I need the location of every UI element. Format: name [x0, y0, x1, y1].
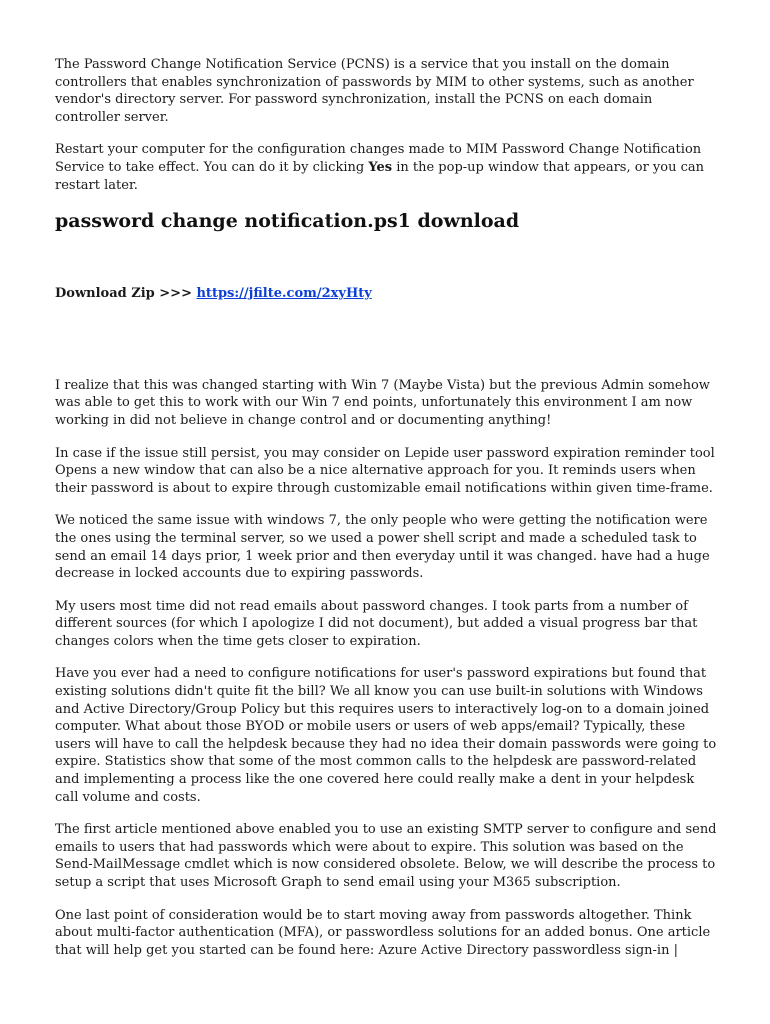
download-line: [55, 285, 717, 303]
intro-paragraph-pcns: The Password Change Notification Service (PCNS) is a service that you install on the domain controllers that enables synchronization of passwords by MIM to other systems, such as another vendor's directory server. For password synchronization, install the PCNS on each domain controller server.: [55, 57, 694, 125]
body-paragraph-2: In case if the issue still persist, you may consider on Lepide user password expiration reminder tool Opens a new window that can also be a nice alternative approach for you. It reminds users when their password is about to expire through customizable email notifications within given time-frame.: [55, 445, 715, 496]
body-paragraph-6: The first article mentioned above enabled you to use an existing SMTP server to configure and send emails to users that had passwords which were about to expire. This solution was based on the Send-MailMessage cmdlet which is now considered obsolete. Below, we will describe the process to setup a script that uses Microsoft Graph to send email using your M365 subscription.: [55, 822, 717, 890]
body-paragraph-5: Have you ever had a need to configure notifications for user's password expirations but found that existing solutions didn't quite fit the bill? We all know you can use built-in solutions with Windows and Active Directory/Group Policy but this requires users to interactively log-on to a domain joined computer. What about those BYOD or mobile users or users of web apps/email? Typically, these users will have to call the helpdesk because they had no idea their domain passwords were going to expire. Statistics show that some of the most common calls to the helpdesk are password-related and implementing a process like the one covered here could really make a dent in your helpdesk call volume and costs.: [55, 666, 717, 805]
body-paragraph-1: I realize that this was changed starting with Win 7 (Maybe Vista) but the previous Admin somehow was able to get this to work with our Win 7 end points, unfortunately this environment I am now working in did not believe in change control and or documenting anything!: [55, 377, 710, 428]
download-link[interactable]: https://jfilte.com/2xyHty: [196, 286, 372, 302]
download-label: Download Zip >>>: [55, 286, 197, 302]
restart-text-after: in the pop-up window that appears, or you can restart later.: [55, 159, 704, 193]
intro-paragraph-restart: [55, 141, 717, 194]
document-page: [55, 56, 717, 974]
body-paragraph-7: One last point of consideration would be to start moving away from passwords altogether. Think about multi-factor authentication (MFA), or passwordless solutions for an added bonus. One article that will help get you started can be found here: Azure Active Directory passwordless sign-in |: [55, 907, 711, 958]
restart-text-before: Restart your computer for the configuration changes made to MIM Password Change Notification Service to take effect. You can do it by clicking: [55, 142, 702, 175]
page-heading: password change notification.ps1 download: [55, 210, 520, 233]
body-paragraph-3: We noticed the same issue with windows 7, the only people who were getting the notification were the ones using the terminal server, so we used a power shell script and made a scheduled task to send an email 14 days prior, 1 week prior and then everyday until it was changed. have had a huge decrease in locked accounts due to expiring passwords.: [55, 513, 710, 582]
body-paragraph-4: My users most time did not read emails about password changes. I took parts from a number of different sources (for which I apologize I did not document), but added a visual progress bar that changes colors when the time gets closer to expiration.: [55, 598, 698, 649]
yes-emphasis: Yes: [368, 159, 393, 175]
